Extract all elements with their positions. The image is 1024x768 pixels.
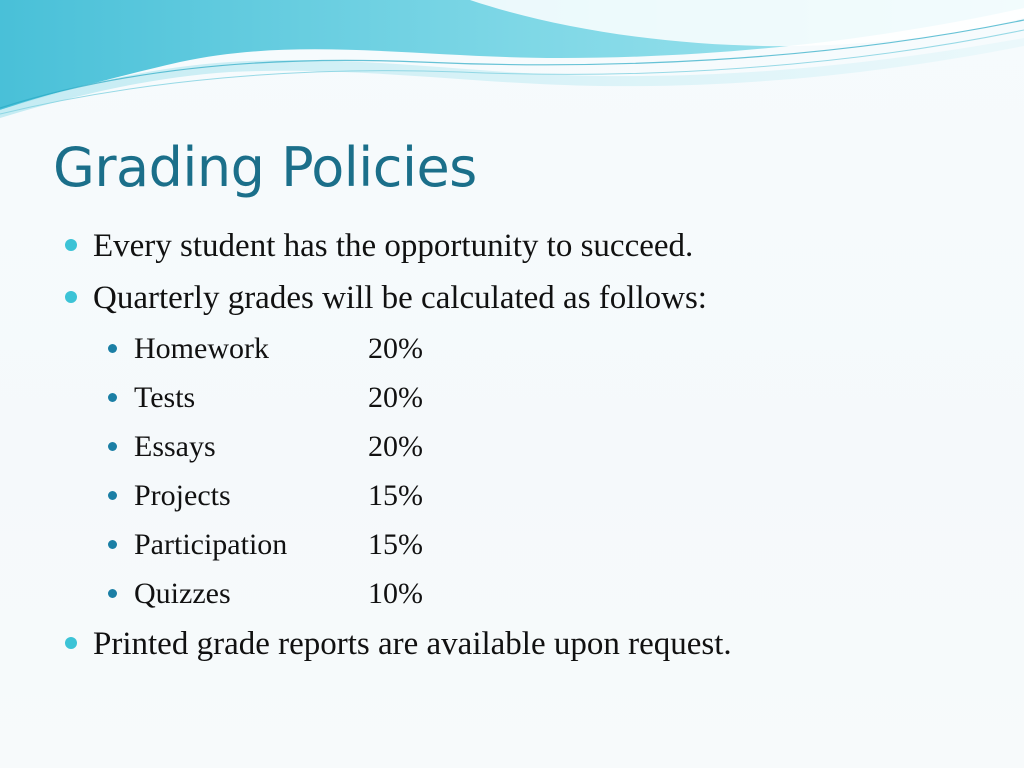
- grade-category: Homework: [134, 332, 269, 365]
- bullet-item: [62, 220, 1002, 272]
- bullet-dot-icon: [65, 637, 77, 649]
- grade-item: [62, 324, 1002, 373]
- bullet-text: Quarterly grades will be calculated as follows:: [93, 280, 707, 316]
- bullet-text: Printed grade reports are available upon request.: [93, 626, 732, 662]
- grade-category: Tests: [134, 381, 196, 414]
- grade-item: [62, 422, 1002, 471]
- bullet-item: [62, 618, 1002, 670]
- grade-weight: 20%: [368, 332, 423, 365]
- slide-content: [62, 220, 1002, 670]
- header-wave-decoration: [0, 0, 1024, 130]
- grade-weight: 15%: [368, 528, 423, 561]
- grade-item: [62, 569, 1002, 618]
- grade-item: [62, 373, 1002, 422]
- grade-weight: 20%: [368, 381, 423, 414]
- bullet-dot-icon: [65, 291, 77, 303]
- grade-weight: 10%: [368, 577, 423, 610]
- sub-bullet-dot-icon: [108, 491, 117, 500]
- sub-bullet-dot-icon: [108, 589, 117, 598]
- grade-weight: 20%: [368, 430, 423, 463]
- sub-bullet-dot-icon: [108, 344, 117, 353]
- grade-item: [62, 520, 1002, 569]
- grade-category: Participation: [134, 528, 288, 561]
- bullet-text: Every student has the opportunity to succeed.: [93, 228, 694, 264]
- grade-category: Projects: [134, 479, 231, 512]
- grade-breakdown-list: [62, 324, 1002, 618]
- bullet-item: [62, 272, 1002, 324]
- sub-bullet-dot-icon: [108, 540, 117, 549]
- sub-bullet-dot-icon: [108, 393, 117, 402]
- grade-category: Quizzes: [134, 577, 231, 610]
- sub-bullet-dot-icon: [108, 442, 117, 451]
- grade-weight: 15%: [368, 479, 423, 512]
- grade-item: [62, 471, 1002, 520]
- grade-category: Essays: [134, 430, 216, 463]
- slide-title: Grading Policies: [53, 136, 477, 199]
- bullet-dot-icon: [65, 239, 77, 251]
